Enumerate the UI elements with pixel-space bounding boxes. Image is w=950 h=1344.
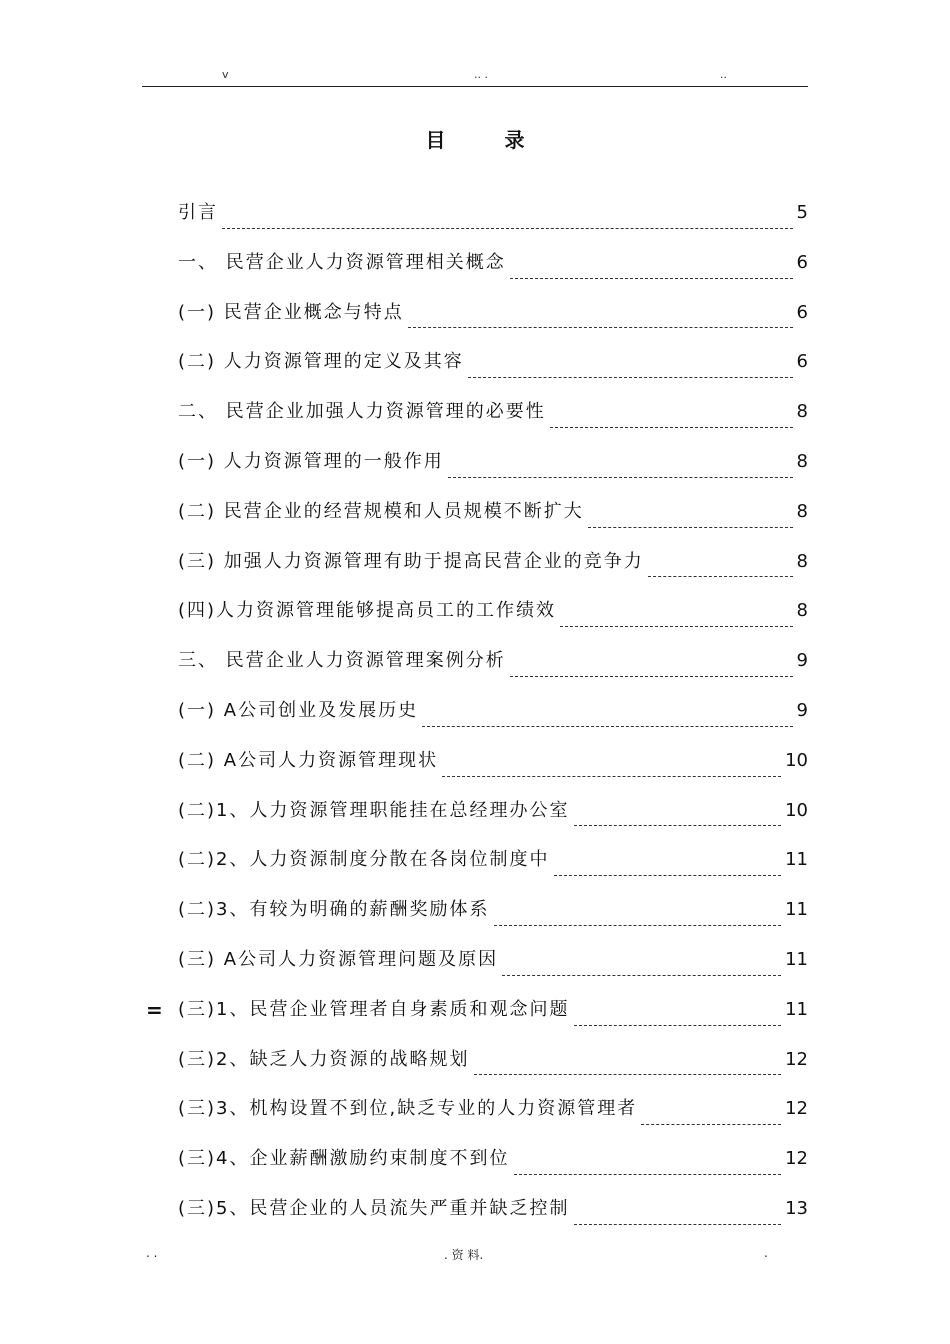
- toc-entry-page-number: 11: [785, 849, 808, 871]
- toc-entry-label: (三) A公司人力资源管理问题及原因: [178, 948, 499, 970]
- toc-entry[interactable]: [178, 1094, 808, 1144]
- toc-entry[interactable]: [178, 1194, 808, 1244]
- toc-leader-dashes: [641, 1124, 781, 1125]
- toc-entry-page-number: 6: [796, 351, 808, 373]
- footer-center-text: . 资 料.: [444, 1248, 484, 1262]
- toc-entry-label: (三) 加强人力资源管理有助于提高民营企业的竞争力: [178, 550, 644, 572]
- toc-leader-dashes: [514, 1174, 782, 1175]
- footer-right-text: .: [764, 1246, 768, 1260]
- toc-entry[interactable]: [178, 248, 808, 298]
- toc-leader-dashes: [502, 975, 781, 976]
- toc-entry[interactable]: [178, 746, 808, 796]
- toc-leader-dashes: [468, 377, 793, 378]
- toc-entry-label: 引言: [178, 202, 218, 223]
- page-header: [142, 66, 808, 87]
- toc-entry-page-number: 11: [785, 998, 808, 1020]
- toc-leader-dashes: [510, 676, 793, 677]
- toc-entry-label: (三)3、机构设置不到位,缺乏专业的人力资源管理者: [178, 1098, 638, 1120]
- toc-leader-dashes: [550, 427, 793, 428]
- toc-entry-label: (二) 民营企业的经营规模和人员规模不断扩大: [178, 500, 584, 522]
- toc-leader-dashes: [222, 228, 793, 229]
- page-title: 目 录: [425, 128, 551, 152]
- toc-entry-page-number: 8: [796, 600, 808, 622]
- toc-entry-label: (二)3、有较为明确的薪酬奖励体系: [178, 899, 490, 921]
- toc-entry[interactable]: [178, 497, 808, 547]
- toc-entry-label: (二) 人力资源管理的定义及其容: [178, 351, 464, 373]
- toc-entry-label: (一) A公司创业及发展历史: [178, 699, 419, 721]
- toc-entry-label: (一) 民营企业概念与特点: [178, 301, 404, 323]
- toc-entry-label: (四)人力资源管理能够提高员工的工作绩效: [178, 600, 557, 622]
- toc-entry-label: (二)1、人力资源管理职能挂在总经理办公室: [178, 799, 570, 821]
- toc-entry-page-number: 8: [796, 550, 808, 572]
- toc-entry-label: (三)1、民营企业管理者自身素质和观念问题: [178, 998, 570, 1020]
- toc-entry[interactable]: [178, 298, 808, 348]
- toc-entry-label: 三、 民营企业人力资源管理案例分析: [178, 650, 506, 672]
- header-left-text: v: [222, 68, 229, 81]
- toc-entry-page-number: 6: [796, 301, 808, 323]
- toc-entry[interactable]: [178, 198, 808, 248]
- toc-entry-label: (二) A公司人力资源管理现状: [178, 749, 439, 771]
- toc-leader-dashes: [474, 1074, 782, 1075]
- toc-entry[interactable]: [178, 796, 808, 846]
- toc-entry-label: (三)5、民营企业的人员流失严重并缺乏控制: [178, 1197, 570, 1219]
- toc-entry-label: (三)2、缺乏人力资源的战略规划: [178, 1048, 470, 1070]
- toc-entry-page-number: 12: [785, 1098, 808, 1120]
- toc-entry-page-number: 6: [796, 251, 808, 273]
- toc-entry-page-number: 12: [785, 1048, 808, 1070]
- toc-leader-dashes: [494, 925, 782, 926]
- toc-entry[interactable]: [178, 696, 808, 746]
- toc-leader-dashes: [554, 875, 782, 876]
- toc-entry-label: (一) 人力资源管理的一般作用: [178, 450, 444, 472]
- toc-entry-page-number: 8: [796, 401, 808, 423]
- toc-entry[interactable]: [178, 447, 808, 497]
- toc-entry[interactable]: [178, 845, 808, 895]
- toc-entry-label: (三)4、企业薪酬激励约束制度不到位: [178, 1148, 510, 1170]
- toc-entry-label: 二、 民营企业加强人力资源管理的必要性: [178, 401, 546, 423]
- toc-entry[interactable]: [178, 1045, 808, 1095]
- toc-entry-page-number: 13: [785, 1197, 808, 1219]
- toc-leader-dashes: [574, 1025, 782, 1026]
- toc-entry[interactable]: [178, 945, 808, 995]
- toc-entry[interactable]: [178, 1144, 808, 1194]
- toc-entry[interactable]: [178, 347, 808, 397]
- toc-entry[interactable]: [178, 995, 808, 1045]
- toc-leader-dashes: [442, 776, 781, 777]
- toc-leader-dashes: [422, 726, 792, 727]
- toc-leader-dashes: [648, 576, 793, 577]
- toc-leader-dashes: [588, 527, 793, 528]
- toc-entry-label: (二)2、人力资源制度分散在各岗位制度中: [178, 849, 550, 871]
- toc-entry-page-number: 12: [785, 1148, 808, 1170]
- toc-entry-page-number: 8: [796, 450, 808, 472]
- toc-entry-label: 一、 民营企业人力资源管理相关概念: [178, 251, 506, 273]
- toc-entry-page-number: 10: [785, 799, 808, 821]
- toc-entry-page-number: 9: [796, 650, 808, 672]
- toc-entry-page-number: 8: [796, 500, 808, 522]
- toc-entry-page-number: 10: [785, 749, 808, 771]
- toc-entry[interactable]: [178, 646, 808, 696]
- toc-leader-dashes: [510, 278, 793, 279]
- toc-leader-dashes: [448, 477, 793, 478]
- toc-entry-page-number: 11: [785, 899, 808, 921]
- toc-entry-page-number: 9: [796, 699, 808, 721]
- header-right-text: ..: [720, 68, 727, 81]
- toc-leader-dashes: [574, 1224, 782, 1225]
- toc-entry[interactable]: [178, 547, 808, 597]
- toc-entry[interactable]: [178, 596, 808, 646]
- toc-leader-dashes: [574, 825, 782, 826]
- toc-entry-page-number: 11: [785, 948, 808, 970]
- toc-leader-dashes: [560, 626, 793, 627]
- toc-leader-dashes: [408, 327, 793, 328]
- toc-entry[interactable]: [178, 895, 808, 945]
- toc-entry[interactable]: [178, 397, 808, 447]
- footer-left-text: . .: [146, 1246, 158, 1260]
- margin-mark: =: [146, 998, 163, 1022]
- toc-entry-page-number: 5: [796, 202, 808, 223]
- table-of-contents: [178, 198, 808, 1244]
- header-center-text: .. .: [474, 68, 488, 81]
